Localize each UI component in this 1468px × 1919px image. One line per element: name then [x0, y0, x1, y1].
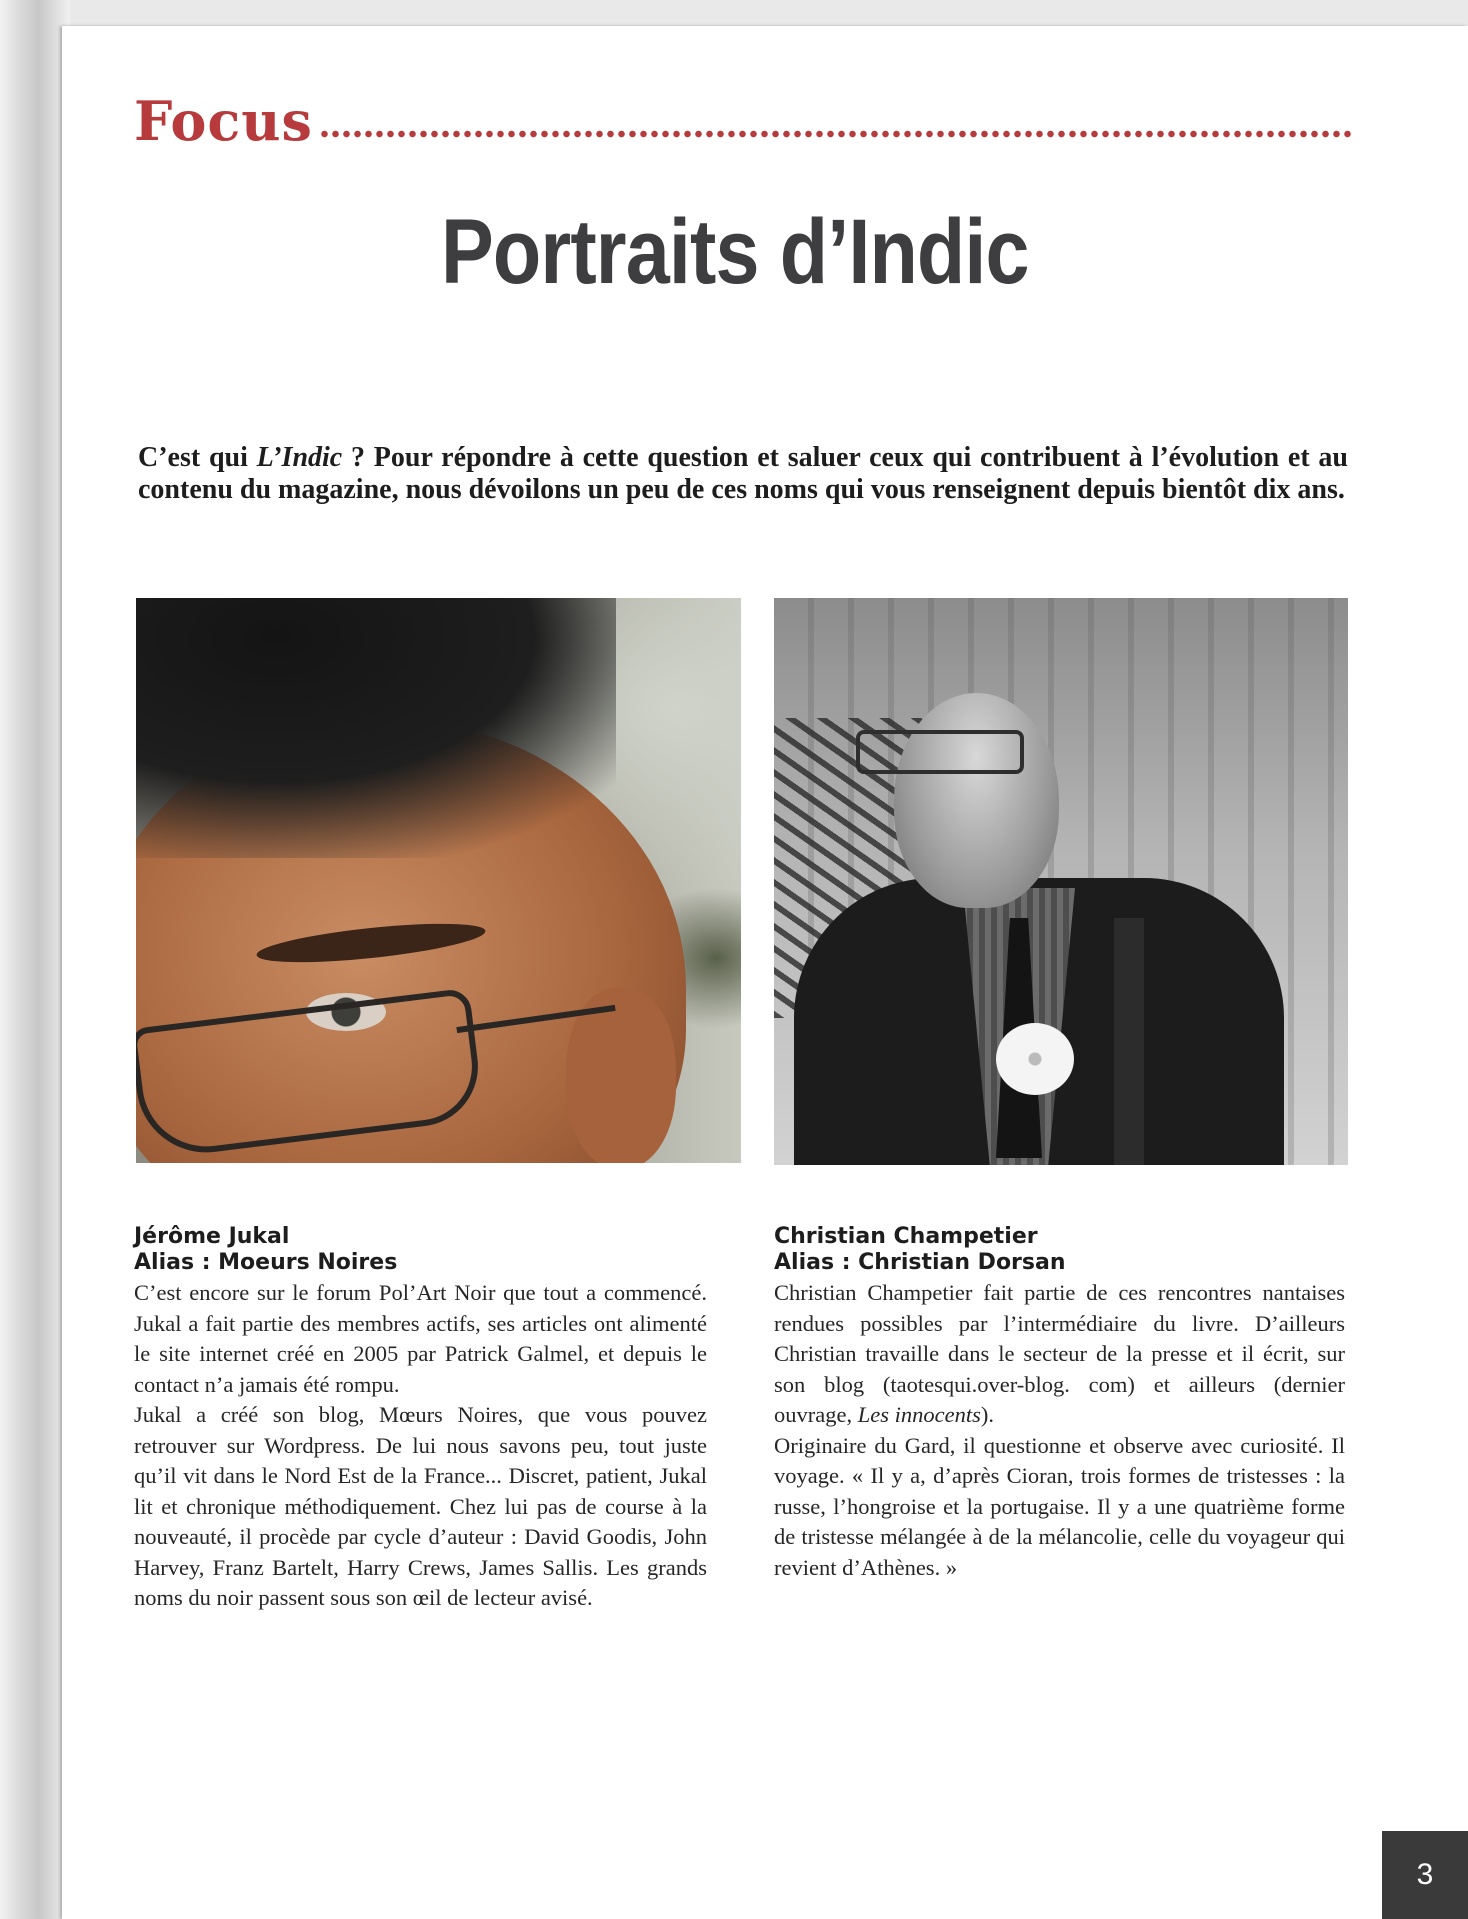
- article-title: Portraits d’Indic: [441, 201, 1029, 303]
- scan-page-edge: [0, 0, 70, 1919]
- hair-shape: [136, 598, 616, 858]
- profile-alias: Alias : Christian Dorsan: [774, 1250, 1066, 1275]
- profile-paragraph: Originaire du Gard, il questionne et observe avec curiosité. Il voyage. « Il y a, d’après Cioran, trois formes de tristesses : la russe, l’hongroise et la portugaise. Il y a une quatrième forme de tristesse mélangée à de la mélancolie, celle du voyageur qui revient d’Athènes. »: [774, 1432, 1345, 1580]
- magazine-name: L’Indic: [256, 442, 343, 473]
- profile-name: Christian Champetier: [774, 1224, 1038, 1249]
- profile-paragraph: C’est encore sur le forum Pol’Art Noir que tout a commencé. Jukal a fait partie des membres actifs, ses articles ont alimenté le site internet créé en 2005 par Patrick Galmel, et depuis le contact n’a jamais été rompu.: [134, 1280, 707, 1397]
- paragraph-text: Christian Champetier fait partie de ces rencontres nantaises rendues possibles par l’intermédiaire du livre. D’ailleurs Christian travaille dans le secteur de la presse et il écrit, sur son blog (taotesqui.over-blog. com) et ailleurs (dernier ouvrage,: [774, 1280, 1345, 1427]
- page-number: 3: [1416, 1858, 1434, 1891]
- page-number-box: [1382, 1831, 1468, 1919]
- flower-pin-shape: [996, 1023, 1074, 1095]
- section-label: Focus: [134, 89, 313, 153]
- glasses-shape: [856, 730, 1024, 774]
- profile-name: Jérôme Jukal: [134, 1224, 290, 1249]
- book-title: Les innocents: [857, 1402, 981, 1427]
- profile-jukal: [134, 1222, 707, 1614]
- profile-champetier: [774, 1222, 1345, 1583]
- portrait-photo-jukal: [136, 598, 741, 1163]
- intro-text-end: ? Pour répondre à cette question et saluer ceux qui contribuent à l’évolution et au contenu du magazine, nous dévoilons un peu de ces noms qui vous renseignent depuis bientôt dix ans.: [138, 442, 1348, 505]
- section-header: [134, 78, 1354, 153]
- intro-text-start: C’est qui: [138, 442, 257, 473]
- portrait-photo-champetier: [774, 598, 1348, 1165]
- dotted-rule: [319, 128, 1354, 140]
- profile-paragraph: Jukal a créé son blog, Mœurs Noires, que vous pouvez retrouver sur Wordpress. De lui nous savons peu, tout juste qu’il vit dans le Nord Est de la France... Discret, patient, Jukal lit et chronique méthodiquement. Chez lui pas de course à la nouveauté, il procède par cycle d’auteur : David Goodis, John Harvey, Franz Bartelt, Harry Crews, James Sallis. Les grands noms du noir passent sous son œil de lecteur avisé.: [134, 1402, 707, 1610]
- profile-paragraph: [774, 1278, 1345, 1431]
- article-intro: [138, 442, 1348, 506]
- bag-strap-shape: [1114, 918, 1144, 1165]
- profile-alias: Alias : Moeurs Noires: [134, 1250, 398, 1275]
- paragraph-text: ).: [980, 1402, 994, 1427]
- head-shape: [894, 693, 1059, 908]
